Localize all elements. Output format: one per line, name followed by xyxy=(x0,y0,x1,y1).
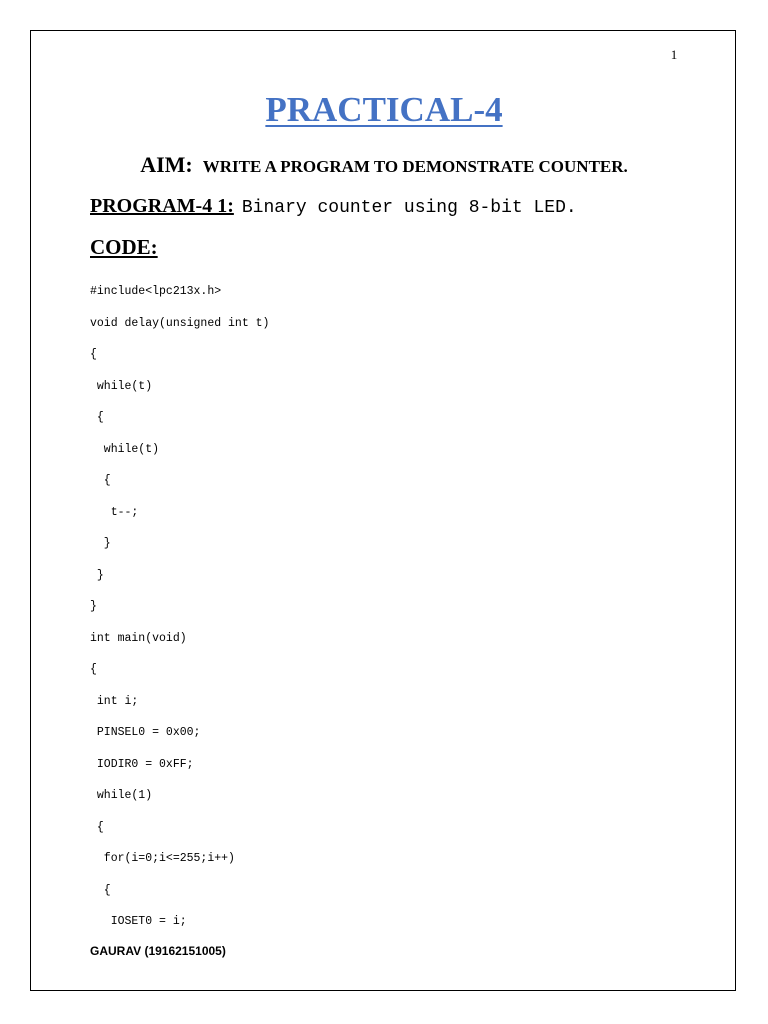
page-title: PRACTICAL-4 xyxy=(265,90,503,129)
code-line: { xyxy=(90,820,104,834)
aim-text: WRITE A PROGRAM TO DEMONSTRATE COUNTER. xyxy=(202,157,628,176)
code-line: } xyxy=(90,568,104,582)
code-line: IODIR0 = 0xFF; xyxy=(90,757,194,771)
code-line: #include<lpc213x.h> xyxy=(90,285,222,298)
aim-line xyxy=(0,152,768,178)
code-line: } xyxy=(90,537,111,550)
code-line: { xyxy=(90,663,97,676)
code-line: while(t) xyxy=(90,379,153,393)
code-line: t--; xyxy=(90,505,139,519)
footer-author: GAURAV (19162151005) xyxy=(90,944,226,958)
page-number: 1 xyxy=(670,47,678,62)
code-line: int main(void) xyxy=(90,631,187,645)
code-line: { xyxy=(90,411,104,424)
code-line: while(1) xyxy=(90,789,153,802)
program-description: Binary counter using 8-bit LED. xyxy=(241,198,577,218)
code-line: { xyxy=(90,474,111,487)
code-line: while(t) xyxy=(90,442,160,456)
code-line: int i; xyxy=(90,694,139,708)
code-line: PINSEL0 = 0x00; xyxy=(90,726,201,739)
code-line: IOSET0 = i; xyxy=(90,915,187,928)
code-line: } xyxy=(90,600,97,613)
code-line: for(i=0;i<=255;i++) xyxy=(90,852,235,865)
aim-label: AIM: xyxy=(140,152,193,177)
code-line: { xyxy=(90,883,111,897)
code-line: { xyxy=(90,348,97,361)
program-line xyxy=(90,195,577,218)
program-label: PROGRAM-4 1: xyxy=(90,195,234,217)
code-heading: CODE: xyxy=(90,235,158,259)
code-block xyxy=(90,276,269,938)
code-line: void delay(unsigned int t) xyxy=(90,316,270,330)
